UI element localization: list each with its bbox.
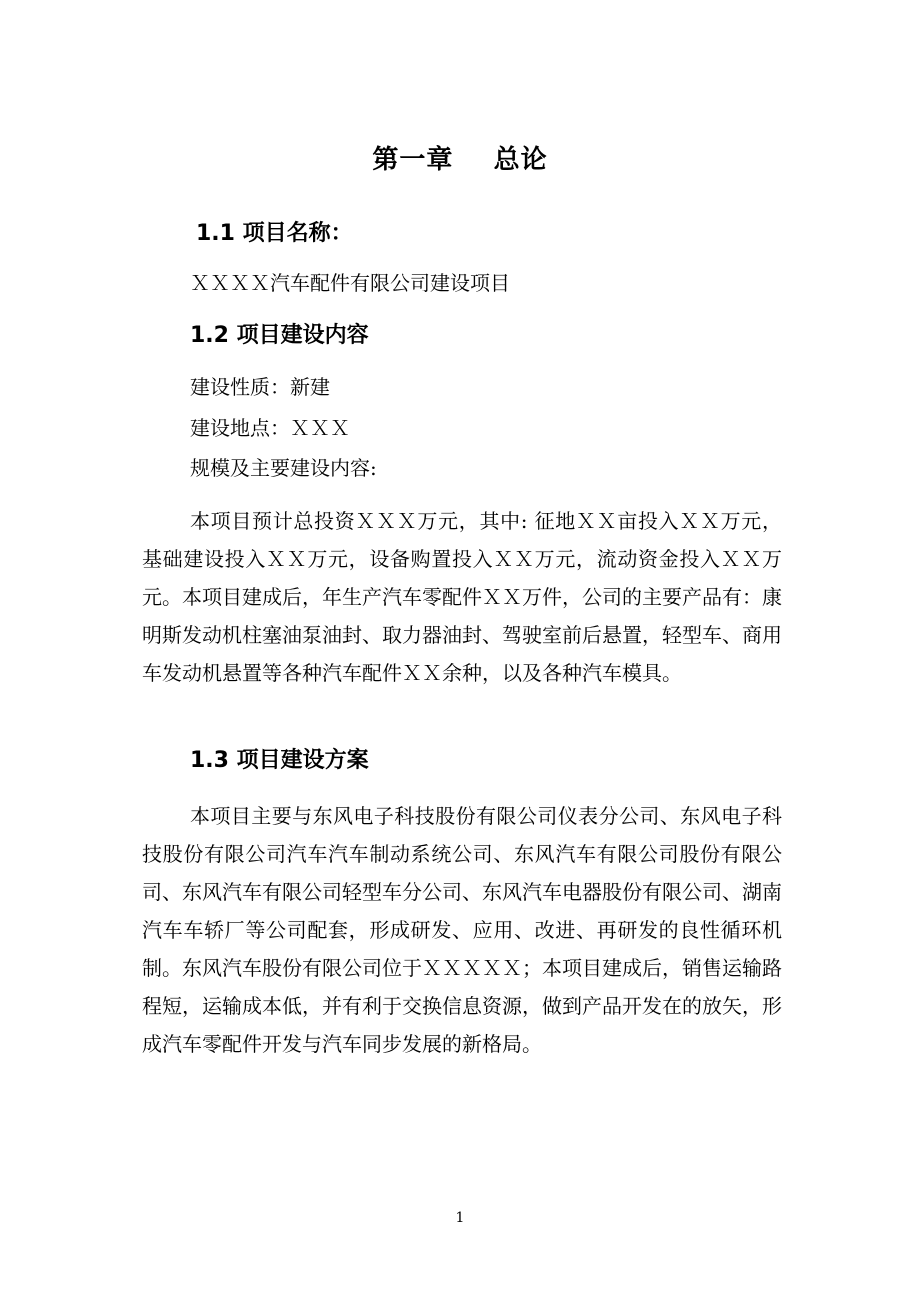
construction-location: 建设地点：ＸＸＸ [190, 416, 350, 440]
construction-nature: 建设性质：新建 [190, 375, 330, 399]
page-number: 1 [455, 1210, 465, 1226]
project-name: ＸＸＸＸ汽车配件有限公司建设项目 [190, 271, 510, 295]
scale-label: 规模及主要建设内容: [190, 456, 377, 480]
scheme-paragraph: 本项目主要与东风电子科技股份有限公司仪表分公司、东风电子科技股份有限公司汽车汽车制动系统公司、东风汽车有限公司股份有限公司、东风汽车有限公司轻型车分公司、东风汽车电器股份有限公司、湖南汽车车轿厂等公司配套，形成研发、应用、改进、再研发的良性循环机制。东风汽车股份有限公司位于ＸＸＸＸＸ；本项目建成后，销售运输路程短，运输成本低，并有利于交换信息资源，做到产品开发在的放矢，形成汽车零配件开发与汽车同步发展的新格局。 [142, 804, 782, 1056]
section-heading-1-3: 1.3 项目建设方案 [190, 748, 369, 773]
section-heading-1-2: 1.2 项目建设内容 [190, 323, 369, 348]
investment-paragraph: 本项目预计总投资ＸＸＸ万元，其中: 征地ＸＸ亩投入ＸＸ万元，基础建设投入ＸＸ万元，设备购置投入ＸＸ万元，流动资金投入ＸＸ万元。本项目建成后，年生产汽车零配件ＸＸ万件，公司的主要产品有：康明斯发动机柱塞油泵油封、取力器油封、驾驶室前后悬置，轻型车、商用车发动机悬置等各种汽车配件ＸＸ余种，以及各种汽车模具。 [142, 509, 782, 685]
section-heading-1-1: 1.1 项目名称： [196, 221, 353, 246]
chapter-title: 第一章 总论 [372, 145, 548, 175]
